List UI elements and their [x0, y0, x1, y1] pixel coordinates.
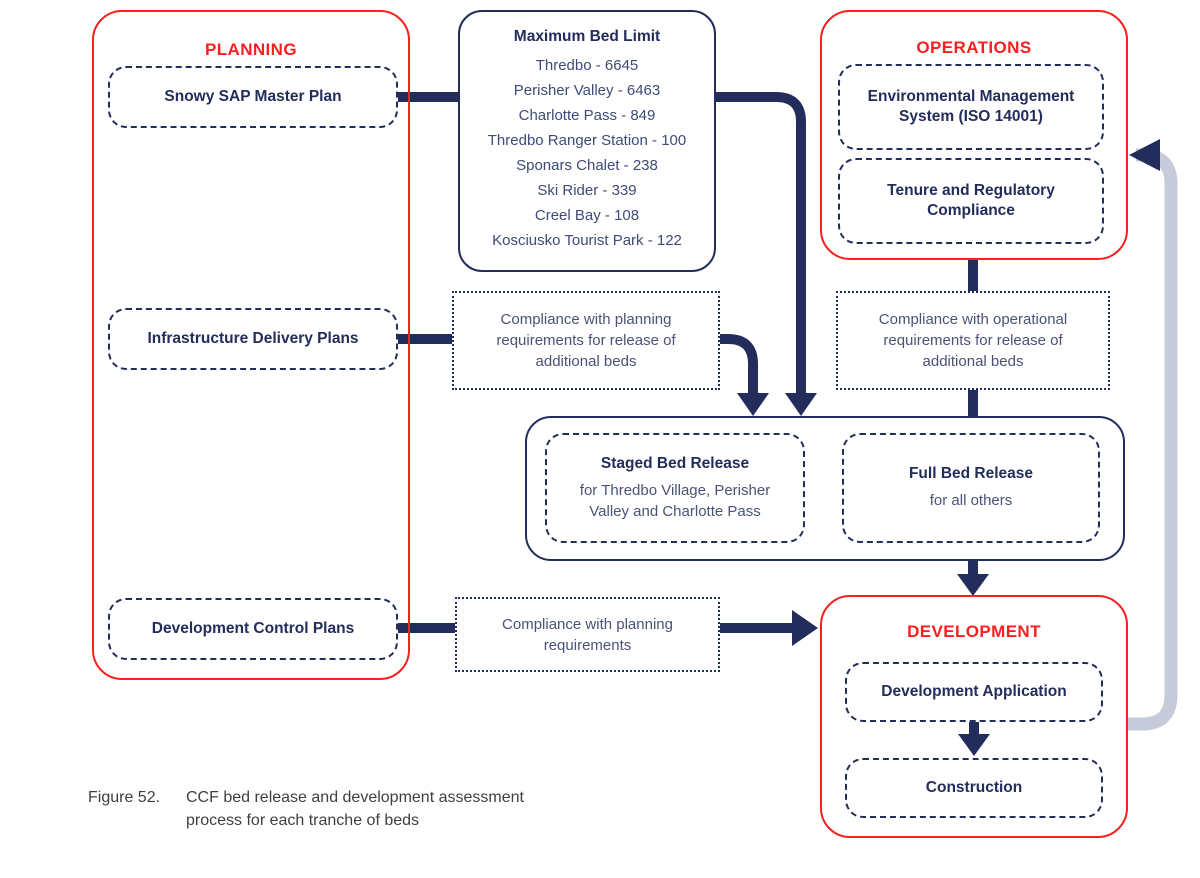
infrastructure-delivery-plans-label: Infrastructure Delivery Plans — [147, 329, 359, 347]
bed-limit-entry: Perisher Valley - 6463 — [513, 82, 661, 99]
bed-limit-entry: Thredbo Ranger Station - 100 — [487, 132, 687, 149]
development-application-box — [845, 662, 1103, 722]
compliance-planning-text: Compliance with planning requirements — [502, 615, 673, 654]
figure-caption — [88, 786, 546, 832]
snowy-sap-master-plan-label: Snowy SAP Master Plan — [164, 87, 342, 105]
staged-bed-release-subtitle: for Thredbo Village, Perisher Valley and Charlotte Pass — [579, 482, 771, 520]
bed-limit-entry: Ski Rider - 339 — [537, 182, 637, 199]
compliance-planning-release-box — [452, 291, 720, 390]
arrowhead-release-development — [957, 574, 989, 596]
compliance-planning-box — [455, 597, 720, 672]
maximum-bed-limit-box — [458, 10, 716, 272]
bed-limit-entry: Charlotte Pass - 849 — [518, 107, 656, 124]
loop-development-to-operations — [1128, 155, 1171, 724]
compliance-planning-release-text: Compliance with planning requirements for release of additional beds — [496, 311, 676, 370]
environmental-management-system-label: Environmental Management System (ISO 14001) — [867, 87, 1075, 125]
bed-limit-entry: Kosciusko Tourist Park - 122 — [492, 232, 682, 249]
arrowhead-compliance-release — [737, 393, 769, 416]
tenure-regulatory-compliance-label: Tenure and Regulatory Compliance — [887, 181, 1055, 219]
construction-label: Construction — [925, 778, 1023, 796]
bed-limit-entry: Creel Bay - 108 — [534, 207, 640, 224]
line-compliance-to-release — [720, 339, 753, 396]
figure-caption-text: CCF bed release and development assessment process for each tranche of beds — [186, 789, 524, 830]
compliance-operational-release-text: Compliance with operational requirements for release of additional beds — [878, 311, 1068, 370]
arrowhead-compliance-development — [792, 610, 818, 646]
snowy-sap-master-plan-box — [108, 66, 398, 128]
operations-title: OPERATIONS — [916, 38, 1032, 57]
tenure-regulatory-compliance-box — [838, 158, 1104, 244]
development-application-label: Development Application — [881, 682, 1067, 700]
full-bed-release-subtitle: for all others — [929, 492, 1013, 510]
development-title: DEVELOPMENT — [907, 622, 1041, 641]
environmental-management-system-box — [838, 64, 1104, 150]
construction-box — [845, 758, 1103, 818]
planning-title: PLANNING — [205, 40, 297, 59]
staged-bed-release-box — [545, 433, 805, 543]
maximum-bed-limit-title: Maximum Bed Limit — [513, 28, 661, 45]
staged-bed-release-title: Staged Bed Release — [600, 455, 750, 473]
loop-arrowhead — [1129, 139, 1160, 171]
development-control-plans-box — [108, 598, 398, 660]
figure-caption-label: Figure 52. — [88, 789, 161, 806]
arrowhead-snowy-release — [785, 393, 817, 416]
development-control-plans-label: Development Control Plans — [151, 619, 355, 637]
bed-limit-entry: Sponars Chalet - 238 — [516, 157, 658, 174]
infrastructure-delivery-plans-box — [108, 308, 398, 370]
full-bed-release-title: Full Bed Release — [908, 465, 1034, 483]
compliance-operational-release-box — [836, 291, 1110, 390]
bed-limit-entry: Thredbo - 6645 — [535, 57, 639, 74]
full-bed-release-box — [842, 433, 1100, 543]
